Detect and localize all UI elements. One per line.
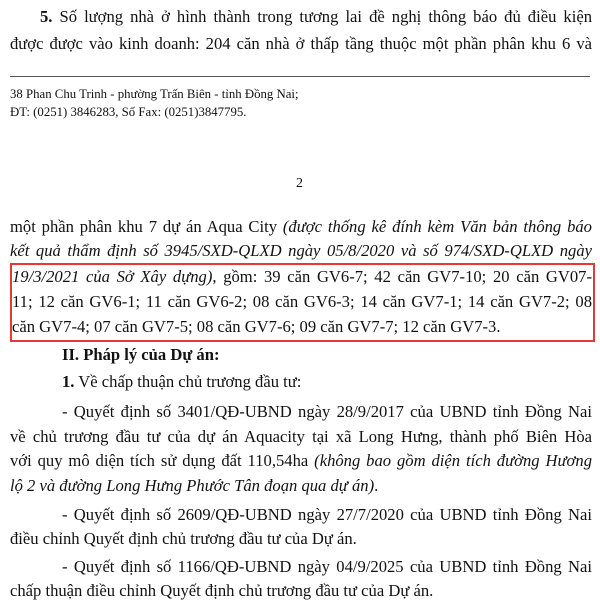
- decision-2-line-1: - Quyết định số 2609/QĐ-UBND ngày 27/7/2020 của UBND tỉnh Đồng Nai: [62, 505, 592, 524]
- continuation-line-1: [10, 216, 592, 238]
- decision-1-line-3: [10, 450, 592, 472]
- item-number: 5.: [40, 7, 53, 26]
- highlight-box: [10, 263, 595, 342]
- decision-3-line-2: chấp thuận điều chỉnh Quyết định chủ trương đầu tư của Dự án.: [10, 581, 434, 600]
- decision-1-italic-end: lộ 2 và đường Long Hưng Phước Tân đoạn qua dự án): [10, 476, 375, 495]
- decision-2-line-2: điều chỉnh Quyết định chủ trương đầu tư của Dự án.: [10, 529, 357, 548]
- continuation-line-5: căn GV7-4; 07 căn GV7-5; 08 căn GV7-6; 09 căn GV7-7; 12 căn GV7-3.: [12, 317, 501, 336]
- decision-1-line-2: về chủ trương đầu tư của dự án Aquacity tại xã Long Hưng, thành phố Biên Hòa: [10, 427, 592, 446]
- continuation-line-4: 11; 12 căn GV6-1; 11 căn GV6-2; 08 căn GV6-3; 14 căn GV7-1; 14 căn GV7-2; 08: [12, 292, 592, 311]
- continuation-text: một phần phân khu 7 dự án Aqua City: [10, 217, 283, 236]
- continuation-line-2: kết quả thẩm định số 3945/SXD-QLXD ngày 05/8/2020 và số 974/SXD-QLXD ngày: [10, 241, 592, 260]
- footer-divider: [10, 76, 590, 77]
- subsection-heading: [62, 371, 301, 393]
- top-paragraph-text: Số lượng nhà ở hình thành trong tương lai đề nghị thông báo đủ điều kiện: [52, 7, 592, 26]
- decision-1-line-1: - Quyết định số 3401/QĐ-UBND ngày 28/9/2017 của UBND tỉnh Đồng Nai: [62, 402, 592, 421]
- continuation-italic: (được thống kê đính kèm Văn bản thông báo: [282, 217, 592, 236]
- top-paragraph-line-2: được được vào kinh doanh: 204 căn nhà ở thấp tầng thuộc một phần phân khu 6 và: [10, 34, 592, 53]
- continuation-units-start: , gồm: 39 căn GV6-7; 42 căn GV7-10; 20 căn GV07-: [212, 267, 592, 286]
- continuation-italic-end: 19/3/2021 của Sở Xây dựng): [12, 267, 213, 286]
- subsection-number: 1.: [62, 372, 75, 391]
- page-number: 2: [296, 176, 303, 191]
- decision-1-period: .: [374, 476, 379, 495]
- footer-address: 38 Phan Chu Trinh - phường Trấn Biên - tỉnh Đồng Nai;: [10, 87, 299, 101]
- section-heading: II. Pháp lý của Dự án:: [62, 345, 220, 364]
- top-paragraph-line-1: [40, 6, 592, 28]
- subsection-text: Về chấp thuận chủ trương đầu tư:: [74, 372, 302, 391]
- decision-1-area: với quy mô diện tích sử dụng đất 110,54ha: [10, 451, 315, 470]
- decision-1-italic: (không bao gồm diện tích đường Hương: [314, 451, 593, 470]
- decision-3-line-1: - Quyết định số 1166/QĐ-UBND ngày 04/9/2025 của UBND tỉnh Đồng Nai: [62, 557, 592, 576]
- decision-1-line-4: [10, 475, 378, 497]
- footer-contact: ĐT: (0251) 3846283, Số Fax: (0251)3847795.: [10, 105, 247, 119]
